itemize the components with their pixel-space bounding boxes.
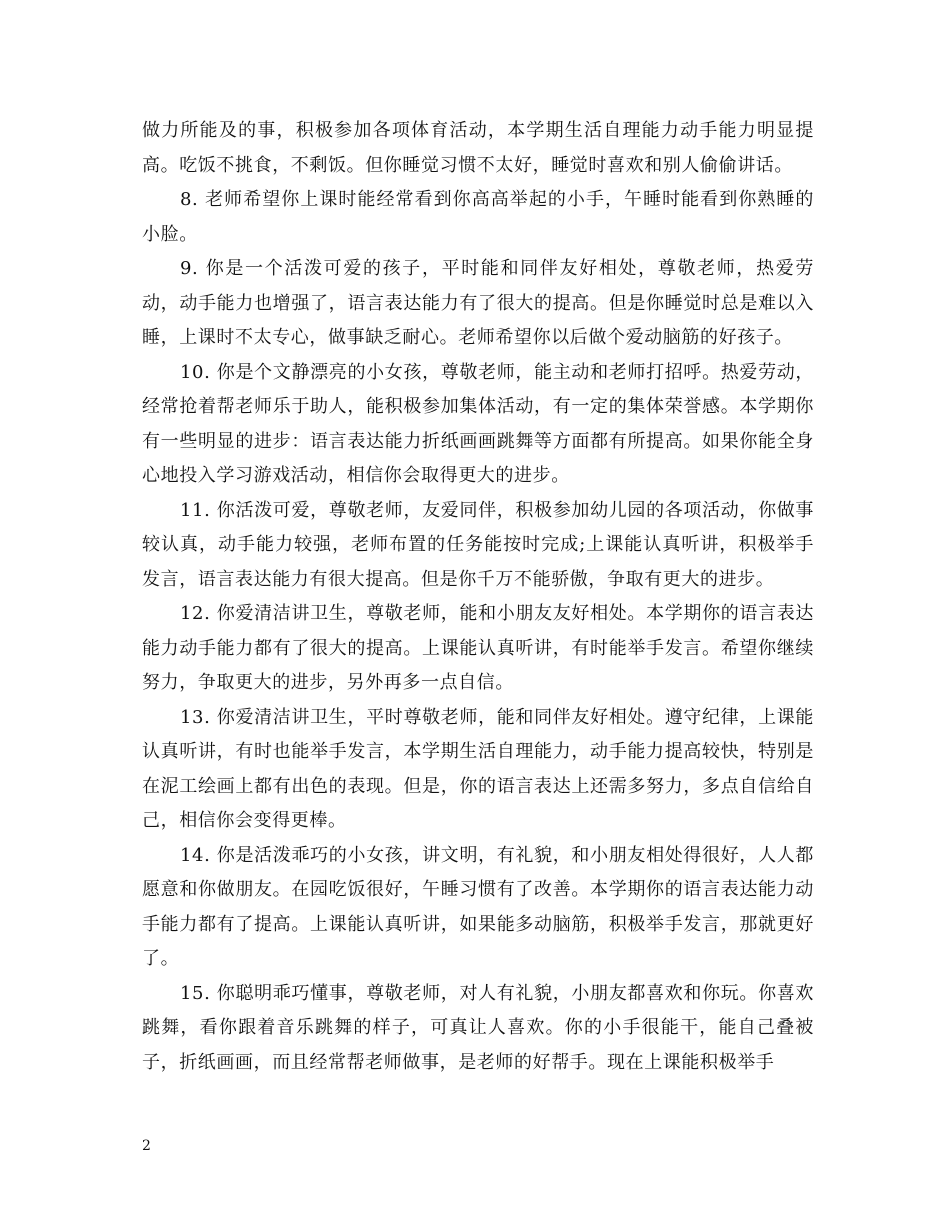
page-body (142, 114, 814, 1080)
paragraph: 8. 老师希望你上课时能经常看到你高高举起的小手，午睡时能看到你熟睡的小脸。 (142, 189, 814, 245)
paragraph: 做力所能及的事，积极参加各项体育活动，本学期生活自理能力动手能力明显提高。吃饭不挑食，不剩饭。但你睡觉习惯不太好，睡觉时喜欢和别人偷偷讲话。 (142, 120, 814, 176)
paragraph: 14. 你是活泼乖巧的小女孩，讲文明，有礼貌，和小朋友相处得很好，人人都愿意和你做朋友。在园吃饭很好，午睡习惯有了改善。本学期你的语言表达能力动手能力都有了提高。上课能认真听讲，如果能多动脑筋，积极举手发言，那就更好了。 (142, 844, 814, 969)
paragraph: 13. 你爱清洁讲卫生，平时尊敬老师，能和同伴友好相处。遵守纪律，上课能认真听讲，有时也能举手发言，本学期生活自理能力，动手能力提高较快，特别是在泥工绘画上都有出色的表现。但是，你的语言表达上还需多努力，多点自信给自己，相信你会变得更棒。 (142, 706, 814, 831)
paragraph: 10. 你是个文静漂亮的小女孩，尊敬老师，能主动和老师打招呼。热爱劳动，经常抢着帮老师乐于助人，能积极参加集体活动，有一定的集体荣誉感。本学期你有一些明显的进步：语言表达能力折纸画画跳舞等方面都有所提高。如果你能全身心地投入学习游戏活动，相信你会取得更大的进步。 (142, 361, 814, 486)
page-number: 2 (142, 1138, 151, 1154)
paragraph: 12. 你爱清洁讲卫生，尊敬老师，能和小朋友友好相处。本学期你的语言表达能力动手能力都有了很大的提高。上课能认真听讲，有时能举手发言。希望你继续努力，争取更大的进步，另外再多一点自信。 (142, 603, 814, 693)
paragraph: 11. 你活泼可爱，尊敬老师，友爱同伴，积极参加幼儿园的各项活动，你做事较认真，动手能力较强，老师布置的任务能按时完成;上课能认真听讲，积极举手发言，语言表达能力有很大提高。但是你千万不能骄傲，争取有更大的进步。 (142, 499, 814, 590)
paragraph: 15. 你聪明乖巧懂事，尊敬老师，对人有礼貌，小朋友都喜欢和你玩。你喜欢跳舞，看你跟着音乐跳舞的样子，可真让人喜欢。你的小手很能干，能自己叠被子，折纸画画，而且经常帮老师做事，是老师的好帮手。现在上课能积极举手 (142, 982, 814, 1073)
paragraph: 9. 你是一个活泼可爱的孩子，平时能和同伴友好相处，尊敬老师，热爱劳动，动手能力也增强了，语言表达能力有了很大的提高。但是你睡觉时总是难以入睡，上课时不太专心，做事缺乏耐心。老师希望你以后做个爱动脑筋的好孩子。 (142, 258, 814, 348)
